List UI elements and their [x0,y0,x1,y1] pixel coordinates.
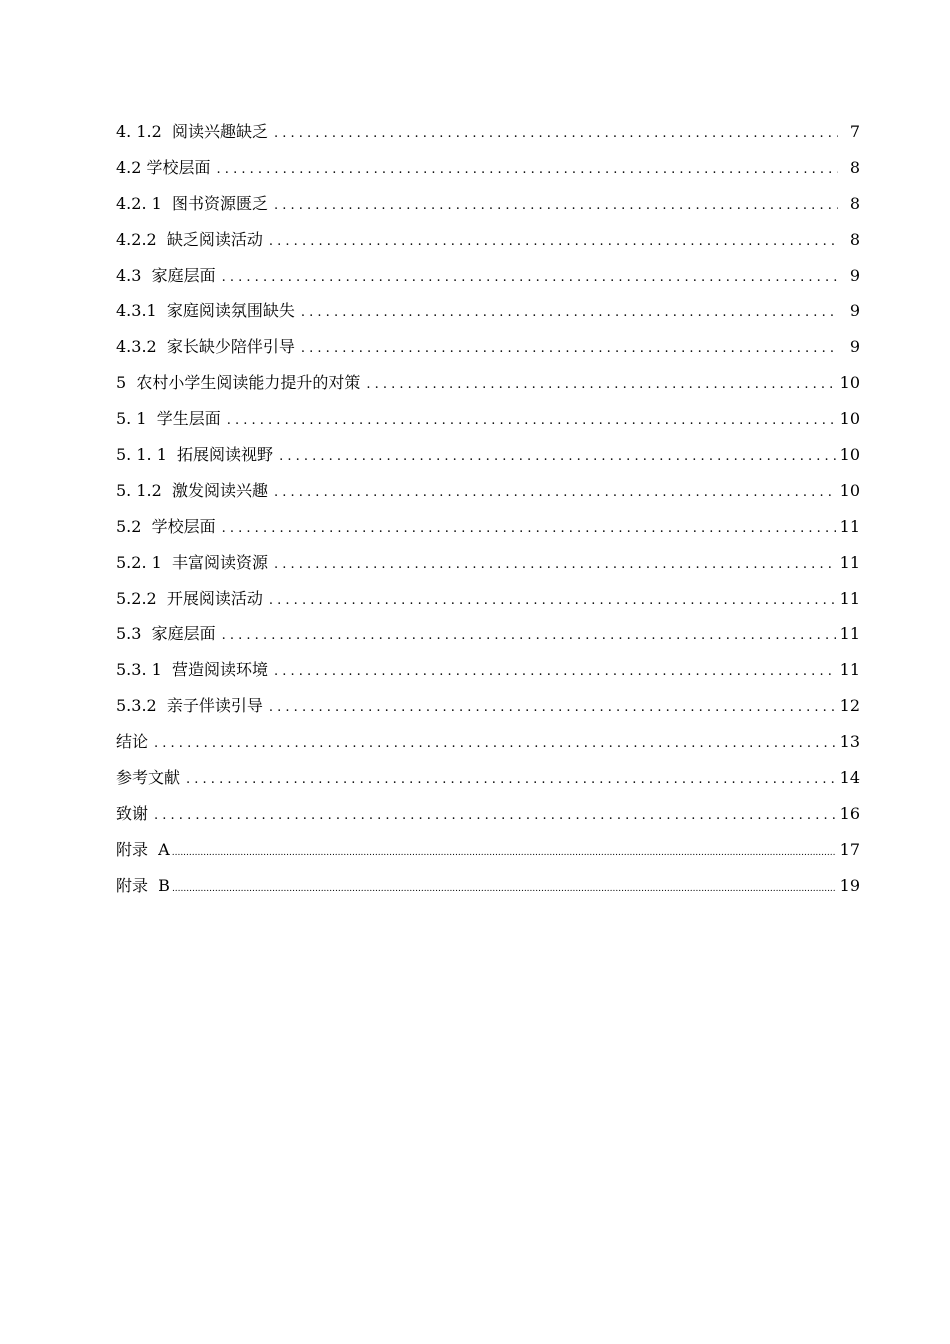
toc-entry-title: 4.3.2 家长缺少陪伴引导 [116,337,295,357]
toc-entry-title: 5.3 家庭层面 [116,624,216,644]
toc-entry-title: 4.2.2 缺乏阅读活动 [116,229,263,249]
toc-dot-leader [274,116,838,152]
toc-entry-title: 5.2. 1 丰富阅读资源 [116,552,268,572]
toc-entry-title: 附录 B [116,875,170,895]
toc-dot-leader [274,475,836,511]
toc-dot-leader [274,654,836,690]
toc-entry-title: 4. 1.2 阅读兴趣缺乏 [116,122,268,141]
toc-dot-leader [274,188,838,224]
toc-entry[interactable] [116,616,860,652]
toc-entry-page: 9 [849,301,860,321]
toc-entry-page: 10 [839,445,860,465]
toc-entry-title: 5. 1.2 激发阅读兴趣 [116,480,268,500]
toc-entry-title: 参考文献 [116,768,181,788]
toc-entry-page: 8 [849,229,860,249]
toc-entry-page: 14 [839,768,860,788]
toc-entry[interactable] [116,401,860,437]
toc-entry[interactable] [116,329,860,365]
toc-entry-title: 5.2 学校层面 [116,516,216,536]
toc-entry-title: 结论 [116,732,149,752]
toc-dot-leader [227,403,836,439]
toc-entry[interactable] [116,293,860,329]
toc-entry-page: 9 [849,337,860,357]
toc-entry[interactable] [116,437,860,473]
toc-dot-leader [154,726,836,762]
toc-entry-page: 17 [839,839,860,859]
toc-entry[interactable] [116,150,860,186]
toc-entry[interactable] [116,868,860,904]
toc-dot-leader [186,762,836,798]
toc-dot-leader [274,547,836,583]
toc-entry-title: 4.2 学校层面 [116,157,211,177]
toc-entry-title: 4.3 家庭层面 [116,265,216,285]
toc-dot-leader [269,583,836,619]
toc-entry-page: 19 [839,875,860,895]
toc-dot-leader [172,836,836,872]
toc-dot-leader [269,690,836,726]
toc-entry-title: 5.3. 1 营造阅读环境 [116,660,268,680]
toc-dot-leader [301,295,838,331]
toc-entry[interactable] [116,545,860,581]
toc-entry-page: 11 [839,660,860,680]
toc-dot-leader [222,260,838,296]
toc-entry-title: 致谢 [116,803,149,823]
toc-entry-page: 10 [839,480,860,500]
toc-dot-leader [301,331,838,367]
toc-entry[interactable] [116,222,860,258]
toc-entry-page: 16 [839,803,860,823]
toc-entry-page: 8 [849,157,860,177]
toc-entry[interactable] [116,509,860,545]
toc-entry[interactable] [116,473,860,509]
toc-entry-title: 5 农村小学生阅读能力提升的对策 [116,373,361,393]
toc-entry-page: 11 [839,588,860,608]
toc-entry-page: 13 [839,732,860,752]
toc-entry-title: 4.2. 1 图书资源匮乏 [116,193,268,213]
toc-entry-title: 附录 A [116,839,170,859]
toc-entry-page: 8 [849,193,860,213]
toc-entry[interactable] [116,760,860,796]
toc-dot-leader [217,152,838,188]
toc-entry-page: 9 [849,265,860,285]
toc-entry-page: 11 [839,624,860,644]
toc-dot-leader [154,798,836,834]
toc-dot-leader [269,224,838,260]
toc-entry-page: 10 [839,373,860,393]
table-of-contents [116,114,860,904]
toc-dot-leader [279,439,836,475]
toc-entry[interactable] [116,365,860,401]
toc-entry-title: 5. 1 学生层面 [116,409,221,429]
toc-entry-page: 10 [839,409,860,429]
toc-dot-leader [172,872,836,908]
toc-entry-page: 11 [839,552,860,572]
toc-entry[interactable] [116,688,860,724]
toc-entry-page: 12 [839,696,860,716]
toc-entry-title: 5.3.2 亲子伴读引导 [116,696,263,716]
toc-entry-title: 5. 1. 1 拓展阅读视野 [116,445,274,465]
toc-dot-leader [222,618,836,654]
toc-entry[interactable] [116,581,860,617]
toc-dot-leader [366,367,835,403]
toc-entry[interactable] [116,724,860,760]
toc-entry-title: 4.3.1 家庭阅读氛围缺失 [116,301,295,321]
toc-entry[interactable] [116,114,860,150]
toc-dot-leader [222,511,836,547]
toc-entry[interactable] [116,652,860,688]
toc-entry[interactable] [116,796,860,832]
toc-entry-page: 11 [839,516,860,536]
toc-entry[interactable] [116,832,860,868]
toc-entry[interactable] [116,258,860,294]
toc-entry-page: 7 [849,122,860,141]
toc-entry[interactable] [116,186,860,222]
toc-entry-title: 5.2.2 开展阅读活动 [116,588,263,608]
